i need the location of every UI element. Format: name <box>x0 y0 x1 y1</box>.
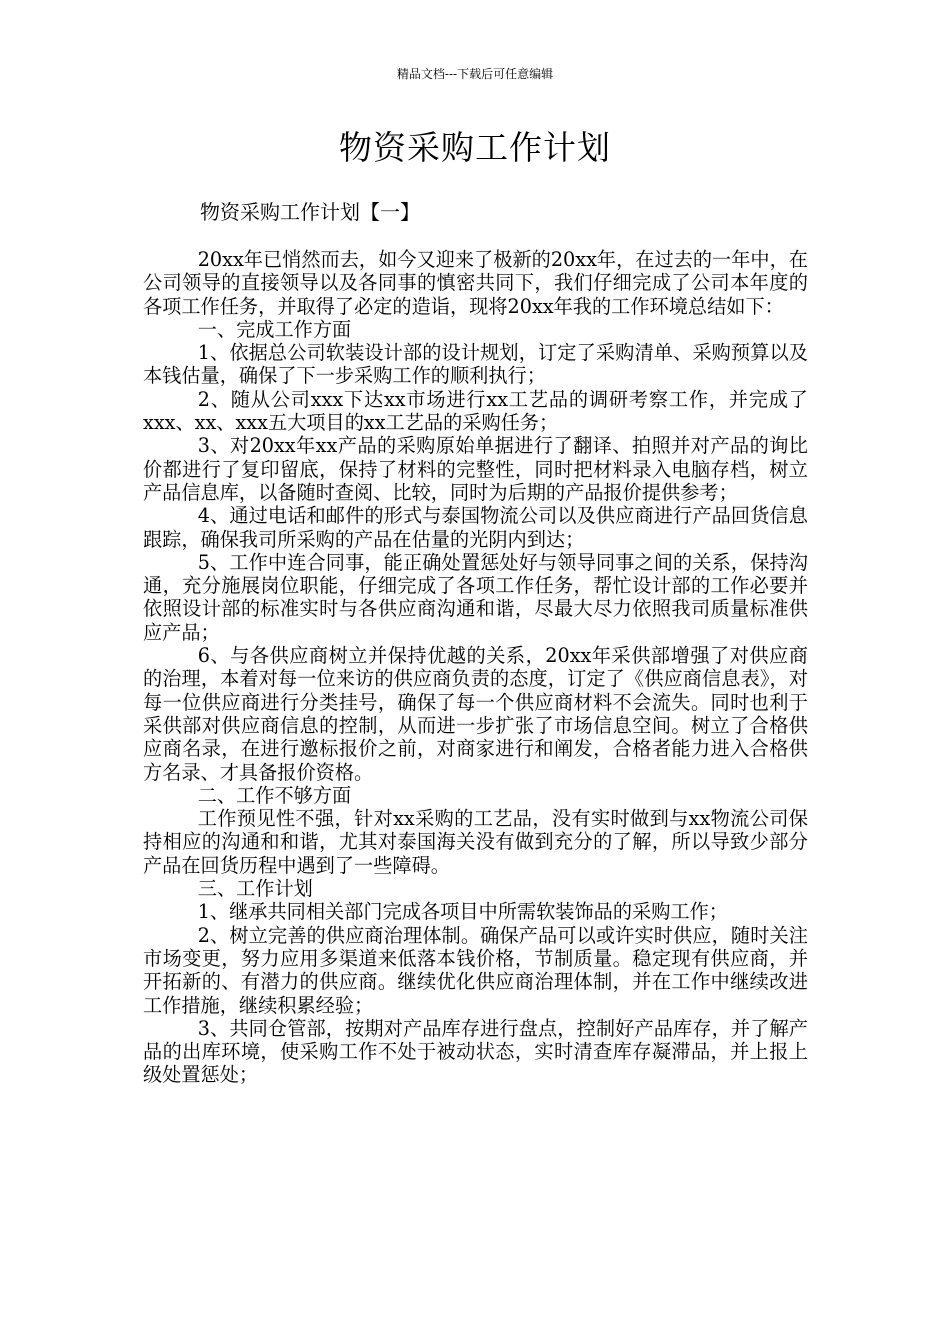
subheading-shortcomings: 二、工作不够方面 <box>197 783 352 807</box>
paragraph-intro: 20xx年已悄然而去，如今又迎来了极新的20xx年，在过去的一年中，在公司领导的直接领导以及各同事的慎密共同下，我们仔细完成了公司本年度的各项工作任务，并取得了必定的造诣，现将20xx年我的工作环境总结如下： <box>143 248 808 318</box>
paragraph-item: 工作预见性不强，针对xx采购的工艺品，没有实时做到与xx物流公司保持相应的沟通和和谐，尤其对泰国海关没有做到充分的了解，所以导致少部分产品在回货历程中遇到了一些障碍。 <box>143 807 808 877</box>
paragraph-item: 6、与各供应商树立并保持优越的关系，20xx年采供部增强了对供应商的治理，本着对每一位来访的供应商负责的态度，订定了《供应商信息表》，对每一位供应商进行分类挂号，确保了每一个供应商材料不会流失。同时也利于采供部对供应商信息的控制，从而进一步扩张了市场信息空间。树立了合格供应商名录，在进行邀标报价之前，对商家进行和阐发，合格者能力进入合格供方名录、才具备报价资格。 <box>143 644 808 784</box>
paragraph-item: 3、对20xx年xx产品的采购原始单据进行了翻译、拍照并对产品的询比价都进行了复印留底，保持了材料的完整性，同时把材料录入电脑存档，树立产品信息库，以备随时查阅、比较，同时为后期的产品报价提供参考； <box>143 434 808 504</box>
subheading-work-plan: 三、工作计划 <box>197 877 313 901</box>
page-title: 物资采购工作计划 <box>339 128 611 167</box>
paragraph-item: 1、依据总公司软装设计部的设计规划，订定了采购清单、采购预算以及本钱估量，确保了下一步采购工作的顺利执行； <box>143 341 808 388</box>
paragraph-item: 5、工作中连合同事，能正确处置惩处好与领导同事之间的关系，保持沟通，充分施展岗位职能，仔细完成了各项工作任务，帮忙设计部的工作必要并依照设计部的标准实时与各供应商沟通和谐，尽最大尽力依照我司质量标准供应产品； <box>143 550 808 644</box>
subheading-completed-work: 一、完成工作方面 <box>197 317 352 341</box>
header-note: 精品文档---下载后可任意编辑 <box>396 67 554 81</box>
paragraph-item: 2、树立完善的供应商治理体制。确保产品可以或许实时供应，随时关注市场变更，努力应用多渠道来低落本钱价格，节制质量。稳定现有供应商，并开拓新的、有潜力的供应商。继续优化供应商治理体制，并在工作中继续改进工作措施，继续积累经验； <box>143 923 808 1017</box>
paragraph-item: 2、随从公司xxx下达xx市场进行xx工艺品的调研考察工作，并完成了xxx、xx、xxx五大项目的xx工艺品的采购任务； <box>143 387 808 435</box>
paragraph-item: 4、通过电话和邮件的形式与泰国物流公司以及供应商进行产品回货信息跟踪，确保我司所采购的产品在估量的光阴内到达； <box>143 504 808 551</box>
section-heading: 物资采购工作计划【一】 <box>200 200 420 224</box>
paragraph-item: 1、继承共同相关部门完成各项目中所需软装饰品的采购工作； <box>197 900 728 924</box>
paragraph-item: 3、共同仓管部，按期对产品库存进行盘点，控制好产品库存，并了解产品的出库环境，使采购工作不处于被动状态，实时清查库存凝滞品，并上报上级处置惩处； <box>143 1016 808 1087</box>
body-text <box>143 248 808 1087</box>
